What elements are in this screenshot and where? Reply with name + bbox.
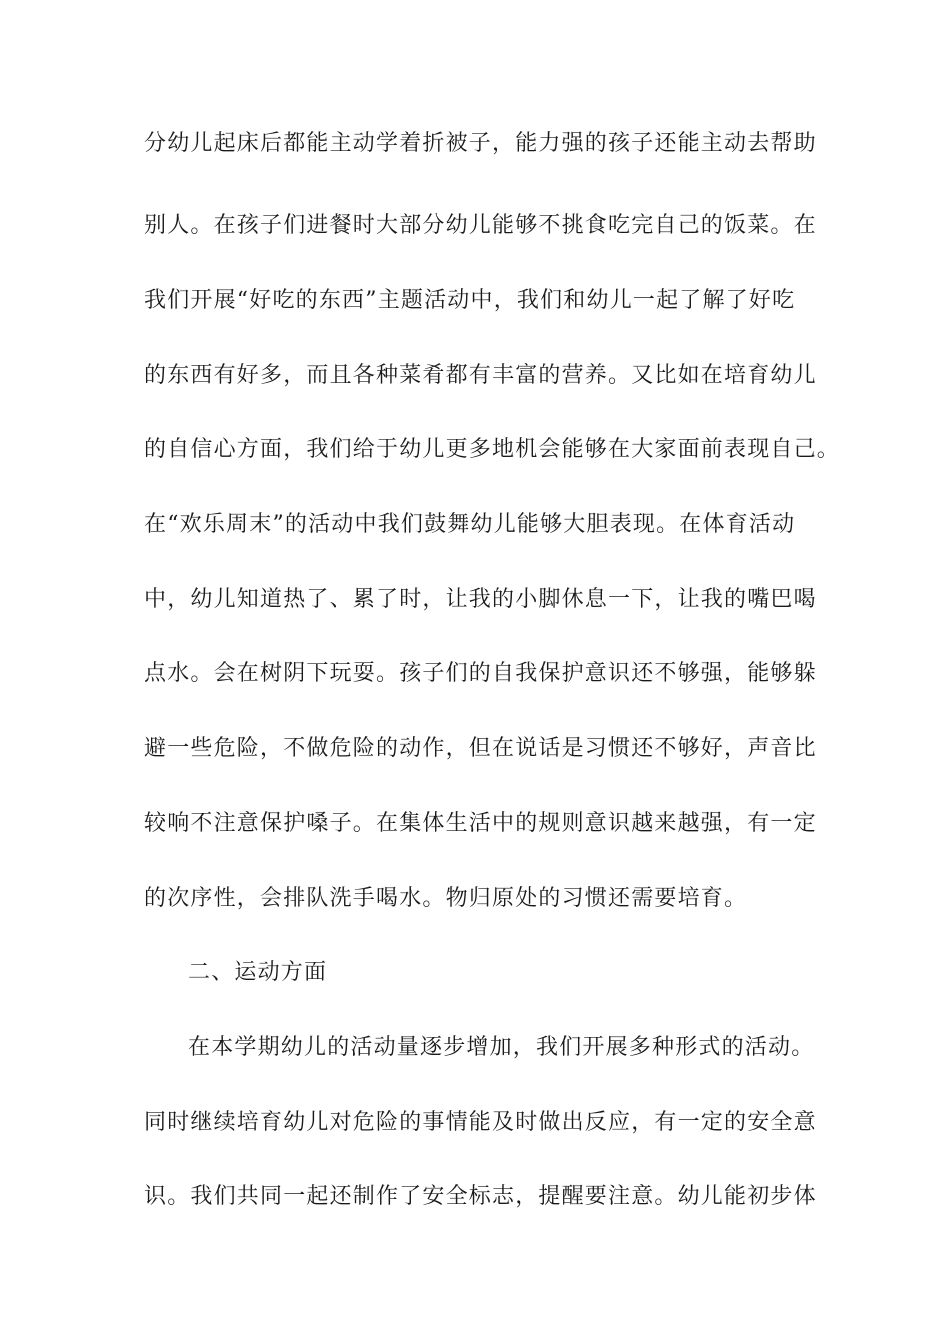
paragraph-line: 中，幼儿知道热了、累了时，让我的小脚休息一下，让我的嘴巴喝 [144,587,817,612]
paragraph-line: 我们开展“好吃的东西”主题活动中，我们和幼儿一起了解了好吃 [144,288,796,313]
paragraph-line: 较响不注意保护嗓子。在集体生活中的规则意识越来越强，有一定 [144,811,817,836]
paragraph-line: 在本学期幼儿的活动量逐步增加，我们开展多种形式的活动。 [188,1035,815,1060]
paragraph-line: 点水。会在树阴下玩耍。孩子们的自我保护意识还不够强，能够躲 [144,661,817,686]
paragraph-line: 的次序性，会排队洗手喝水。物归原处的习惯还需要培育。 [144,886,748,911]
paragraph-line: 识。我们共同一起还制作了安全标志，提醒要注意。幼儿能初步体 [144,1184,817,1209]
section-heading: 二、运动方面 [188,960,328,985]
paragraph-line: 同时继续培育幼儿对危险的事情能及时做出反应，有一定的安全意 [144,1110,817,1135]
paragraph-line: 的自信心方面，我们给于幼儿更多地机会能够在大家面前表现自己。 [144,437,841,462]
paragraph-line: 别人。在孩子们进餐时大部分幼儿能够不挑食吃完自己的饭菜。在 [144,213,817,238]
paragraph-line: 的东西有好多，而且各种菜肴都有丰富的营养。又比如在培育幼儿 [144,363,817,388]
paragraph-line: 避一些危险，不做危险的动作，但在说话是习惯还不够好，声音比 [144,736,817,761]
paragraph-line: 在“欢乐周末”的活动中我们鼓舞幼儿能够大胆表现。在体育活动 [144,512,796,537]
paragraph-line: 分幼儿起床后都能主动学着折被子，能力强的孩子还能主动去帮助 [144,131,817,156]
